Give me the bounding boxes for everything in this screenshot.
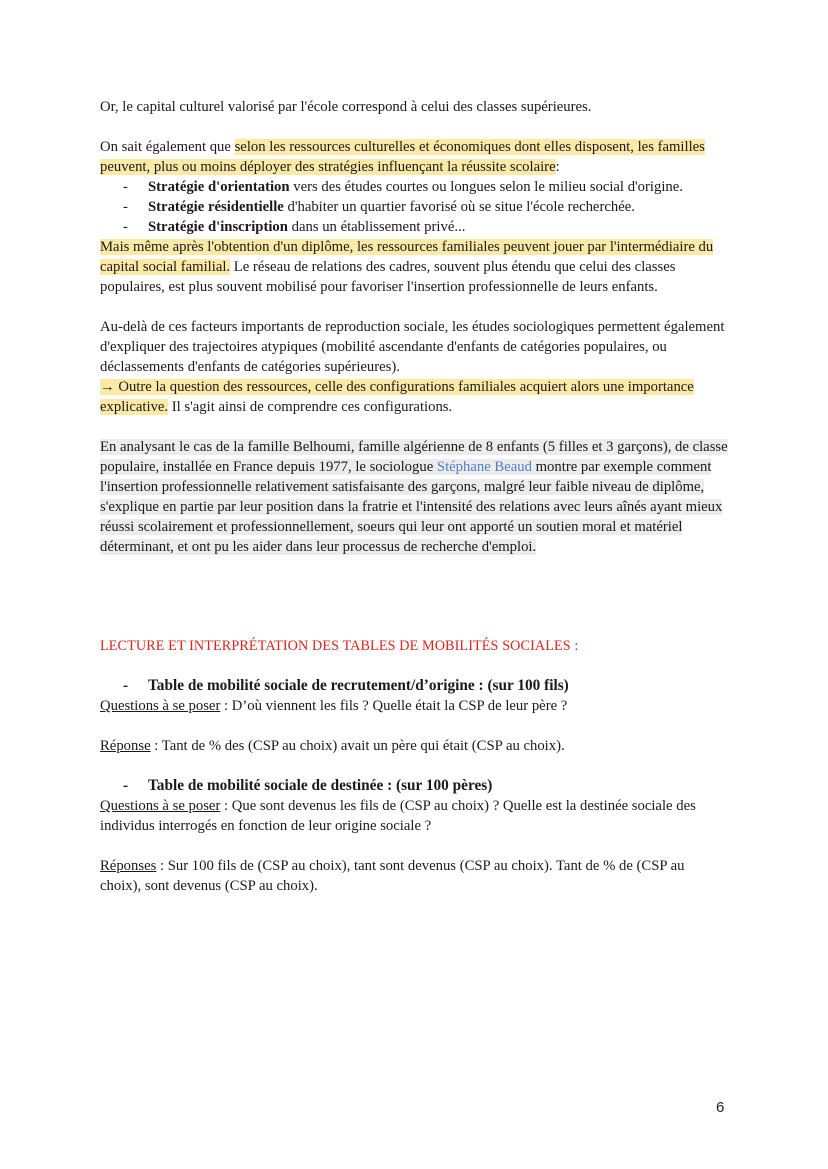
strategy-term: Stratégie d'orientation bbox=[148, 179, 290, 195]
answer-text: : Tant de % des (CSP au choix) avait un père qui était (CSP au choix). bbox=[150, 738, 565, 754]
bullet-dash: - bbox=[123, 777, 129, 794]
bullet-dash: - bbox=[123, 179, 128, 195]
bullet-dash: - bbox=[123, 199, 128, 215]
paragraph-text: Il s'agit ainsi de comprendre ces configurations. bbox=[168, 399, 453, 415]
questions-recrutement bbox=[100, 696, 728, 716]
strategy-term: Stratégie d'inscription bbox=[148, 219, 288, 235]
paragraph-text: : bbox=[555, 159, 560, 175]
paragraph-trajectoires-atypiques: Au-delà de ces facteurs importants de reproduction sociale, les études sociologiques permettent également d'expliquer des trajectoires atypiques (mobilité ascendante d'enfants de catégories populaires, ou déclassements d'enfants de catégories supérieures). bbox=[100, 319, 725, 375]
paragraph-capital-culturel: Or, le capital culturel valorisé par l'école correspond à celui des classes supérieures. bbox=[100, 99, 592, 115]
strategy-term: Stratégie résidentielle bbox=[148, 199, 284, 215]
section-title: LECTURE ET INTERPRÉTATION DES TABLES DE MOBILITÉS SOCIALES : bbox=[100, 638, 579, 654]
strategy-text: dans un établissement privé... bbox=[287, 219, 466, 235]
paragraph-strategies-intro bbox=[100, 137, 728, 177]
paragraph-configurations bbox=[100, 377, 728, 417]
highlighted-text: → Outre la question des ressources, celle des configurations familiales acquiert alors une importance explicative. bbox=[100, 379, 694, 415]
paragraph-text: On sait également que bbox=[100, 139, 235, 155]
author-link[interactable]: Stéphane Beaud bbox=[436, 459, 532, 475]
table-heading-recrutement bbox=[100, 676, 728, 696]
paragraph-text: En analysant le cas de la famille Belhoumi, famille algérienne de 8 enfants (5 filles et 3 garçons), de classe populaire, installée en France depuis 1977, le sociologue bbox=[100, 439, 728, 475]
strategy-text: vers des études courtes ou longues selon le milieu social d'origine. bbox=[289, 179, 683, 195]
heading-text: Table de mobilité sociale de recrutement/d’origine : (sur 100 fils) bbox=[148, 677, 569, 694]
strategies-list bbox=[100, 177, 728, 237]
list-item bbox=[100, 197, 728, 217]
questions-destinee bbox=[100, 796, 728, 836]
list-item bbox=[100, 217, 728, 237]
bullet-dash: - bbox=[123, 677, 129, 694]
paragraph-belhoumi bbox=[100, 437, 728, 557]
paragraph-text: Le réseau de relations des cadres, souvent plus étendu que celui des classes populaires, est plus souvent mobilisé pour favoriser l'insertion professionnelle de leurs enfants. bbox=[100, 259, 676, 295]
answer-label: Réponse bbox=[100, 738, 151, 754]
answer-recrutement bbox=[100, 736, 728, 756]
paragraph-capital-social bbox=[100, 237, 728, 297]
questions-label: Questions à se poser bbox=[100, 698, 221, 714]
answer-text: : Sur 100 fils de (CSP au choix), tant sont devenus (CSP au choix). Tant de % de (CSP au choix), sont devenus (CSP au choix). bbox=[100, 858, 685, 894]
highlighted-text: Mais même après l'obtention d'un diplôme, les ressources familiales peuvent jouer par l'intermédiaire du capital social familial. bbox=[100, 239, 714, 275]
bullet-dash: - bbox=[123, 219, 128, 235]
paragraph-text: montre par exemple comment l'insertion professionnelle relativement satisfaisante des garçons, malgré leur faible niveau de diplôme, s'explique en partie par leur position dans la fratrie et l'intensité des relations avec leurs aînés ayant mieux réussi scolairement et professionnellement, soeurs qui leur ont apporté un soutien moral et matériel déterminant, et ont pu les aider dans leur processus de recherche d'emploi. bbox=[100, 459, 723, 555]
table-heading-destinee bbox=[100, 776, 728, 796]
heading-text: Table de mobilité sociale de destinée : (sur 100 pères) bbox=[148, 777, 493, 794]
highlighted-text: selon les ressources culturelles et économiques dont elles disposent, les familles peuvent, plus ou moins déployer des stratégies influençant la réussite scolaire bbox=[100, 139, 705, 175]
questions-label: Questions à se poser bbox=[100, 798, 221, 814]
page-number: 6 bbox=[716, 1099, 725, 1116]
answer-label: Réponses bbox=[100, 858, 157, 874]
list-item bbox=[100, 177, 728, 197]
questions-text: : Que sont devenus les fils de (CSP au choix) ? Quelle est la destinée sociale des individus interrogés en fonction de leur origine sociale ? bbox=[100, 798, 696, 834]
strategy-text: d'habiter un quartier favorisé où se situe l'école recherchée. bbox=[283, 199, 635, 215]
questions-text: : D’où viennent les fils ? Quelle était la CSP de leur père ? bbox=[220, 698, 568, 714]
answer-destinee bbox=[100, 856, 728, 896]
